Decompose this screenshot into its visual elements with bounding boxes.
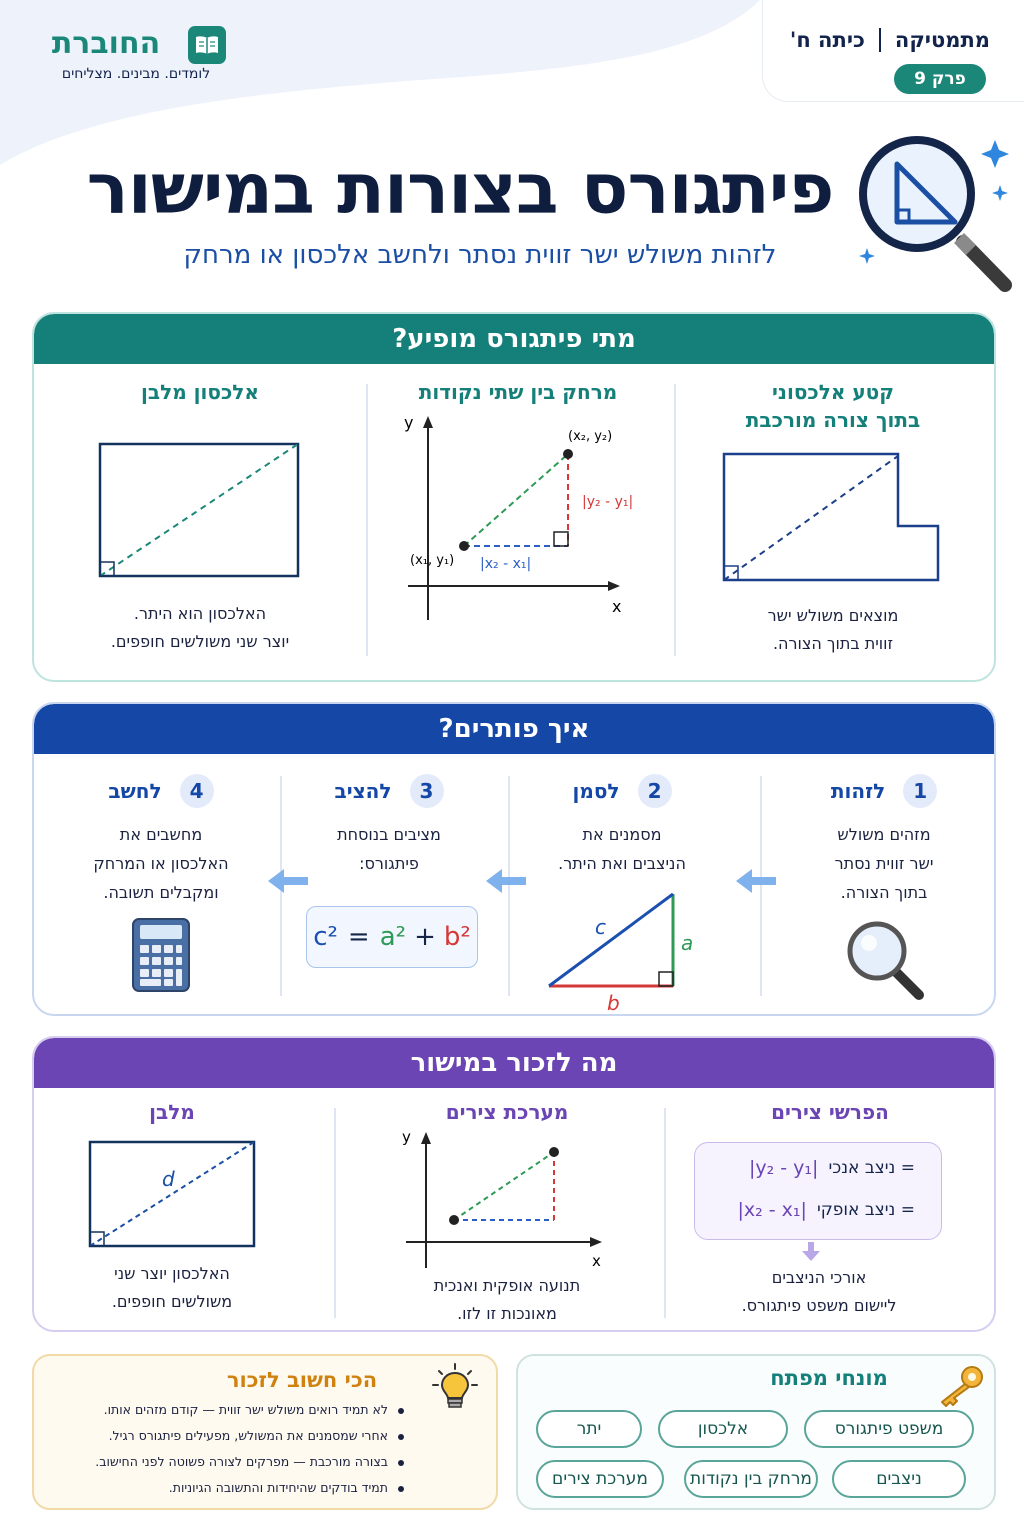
remember-item: תמיד בודקים שהיחידות והתשובה הגיוניות. [44,1480,404,1495]
col-text: זווית בתוך הצורה. [772,634,894,653]
step-text: ישר זווית נסתר [834,854,934,873]
step-text: מציבים בנוסחת [337,825,441,844]
term-chip[interactable]: מרחק בין נקודות [684,1460,818,1498]
grade-label: כיתה ח' [789,28,865,52]
section-heading: מתי פיתגורס מופיע? [34,314,994,364]
term-chip[interactable]: משפט פיתגורס [804,1410,974,1448]
key-terms-heading: מונחי מפתח [770,1366,888,1390]
labeled-triangle-diagram [537,884,707,1014]
label-a: a [681,931,694,955]
page-subtitle: לזהות משולש ישר זווית נסתר ולחשב אלכסון או מרחק [183,240,777,270]
step-text: בתוך הצורה. [840,883,928,902]
term-chip[interactable]: מערכת צירים [536,1460,664,1498]
distance-diagram [398,410,638,620]
step-title: לסמן [572,779,620,803]
pythagoras-formula [306,906,478,968]
step-text: מזהים משולש [837,825,931,844]
section-how-to-solve [32,702,996,1016]
key-terms-card [516,1354,996,1510]
brand-name: החוברת [51,26,161,61]
col-title: בתוך צורה מורכבת [745,408,921,432]
section-heading: איך פותרים? [34,704,994,754]
magnifier-triangle-icon [855,130,1015,300]
col-title: אלכסון מלבן [141,380,259,404]
col-title: מלבן [149,1100,195,1124]
step-mark [512,774,732,1016]
subject-box [762,0,1024,102]
step-text: ומקבלים תשובה. [103,883,219,902]
differences-box [694,1142,942,1240]
term-chip[interactable]: אלכסון [658,1410,788,1448]
arrow-left-icon [266,866,310,896]
axis-y-label: y [402,1128,411,1146]
composite-shape-diagram [718,446,948,586]
point2-label: (x₂, y₂) [568,429,613,444]
col-title: קטע אלכסוני [772,380,894,404]
divider [674,384,676,656]
remember-item: אחרי שמסמנים את המשולש, מפעילים פיתגורס רגיל. [44,1428,404,1443]
book-icon [188,26,226,64]
col-text: האלכסון הוא היתר. [133,604,267,623]
col-diagonal-segment [688,380,978,658]
col-distance-points [368,380,668,624]
col-text: האלכסון יוצר שני [114,1264,230,1283]
page-title: פיתגורס בצורות במישור [86,148,834,230]
point1-label: (x₁, y₁) [410,553,455,568]
col-text: ליישום משפט פיתגורס. [741,1296,897,1315]
divider [366,384,368,656]
separator [879,28,881,52]
remember-heading: הכי חשוב לזכור [226,1368,378,1392]
col-differences-text [674,1264,964,1320]
step-number: 4 [180,774,214,808]
lightbulb-icon [430,1362,480,1412]
remember-card [32,1354,498,1510]
brand[interactable] [46,26,236,86]
formula-b: b² [443,922,471,952]
magnifier-icon [839,915,929,1005]
col-title: מערכת צירים [445,1100,569,1124]
section-when-pythagoras [32,312,996,682]
brand-tagline: לומדים. מבינים. מצליחים [61,66,211,82]
step-substitute [284,774,494,878]
step-number: 2 [638,774,672,808]
formula-plus: + [414,922,436,952]
diff-label-vertical: = ניצב אנכי [828,1158,915,1178]
formula-equals: = [347,922,370,952]
term-chip[interactable]: יתר [536,1410,642,1448]
remember-item: לא תמיד רואים משולש ישר זווית — קודם מזהים אותו. [44,1402,404,1417]
step-text: פיתגורס: [359,854,419,873]
divider [334,1108,336,1318]
diff-expr-x: |x₂ - x₁| [737,1199,807,1221]
step-text: הניצבים ואת היתר. [558,854,686,873]
arrow-down-icon [800,1242,822,1262]
subject-row [790,28,990,52]
col-text: משולשים חופפים. [111,1292,233,1311]
coordinate-system-diagram [402,1128,612,1268]
diff-expr-y: |y₂ - y₁| [748,1157,819,1179]
remember-item: בצורה מורכבת — מפרקים לצורה פשוטה לפני החישוב. [44,1454,404,1469]
step-number: 1 [903,774,937,808]
step-text: מחשבים את [119,825,203,844]
col-text: אורכי הניצבים [771,1268,867,1287]
step-identify [784,774,984,1009]
rectangle-d-diagram [86,1138,258,1250]
diff-label-horizontal: = ניצב אופקי [816,1200,915,1220]
label-d: d [162,1167,175,1191]
key-icon [936,1364,986,1408]
col-text: מוצאים משולש ישר [767,606,899,625]
step-title: להציב [334,779,392,803]
arrow-left-icon [734,866,778,896]
subject-label: מתמטיקה [894,28,990,52]
axis-x-label: x [612,597,622,616]
term-chip[interactable]: ניצבים [832,1460,966,1498]
remember-list [44,1402,404,1506]
step-text: מסמנים את [582,825,662,844]
divider [664,1108,666,1318]
col-title: הפרשי צירים [771,1100,889,1124]
calculator-icon [131,917,191,993]
label-b: b [607,991,620,1014]
step-calculate [56,774,266,997]
label-c: c [595,915,606,939]
chapter-badge: פרק 9 [894,64,986,94]
col-text: תנועה אופקית ואנכית [433,1276,581,1295]
col-rectangle-diagonal [60,380,340,656]
step-text: האלכסון או המרחק [93,854,229,873]
axis-x-label: x [592,1252,601,1268]
step-number: 3 [410,774,444,808]
formula-c: c² [313,922,338,952]
col-rectangle [54,1100,290,1316]
col-text: מאונכות זו לזו. [457,1304,557,1323]
dx-label: |x₂ - x₁| [480,556,532,572]
dy-label: |y₂ - y₁| [582,494,634,510]
col-coordinate-system [354,1100,660,1328]
section-heading: מה לזכור במישור [34,1038,994,1088]
rectangle-diagonal-diagram [95,438,305,582]
axis-y-label: y [404,413,414,432]
col-title: מרחק בין שתי נקודות [418,380,618,404]
step-title: לחשב [108,779,162,803]
col-text: יוצר שני משולשים חופפים. [110,632,290,651]
section-remember-plane [32,1036,996,1332]
step-title: לזהות [830,779,886,803]
col-axis-differences [680,1100,980,1124]
formula-a: a² [379,922,407,952]
